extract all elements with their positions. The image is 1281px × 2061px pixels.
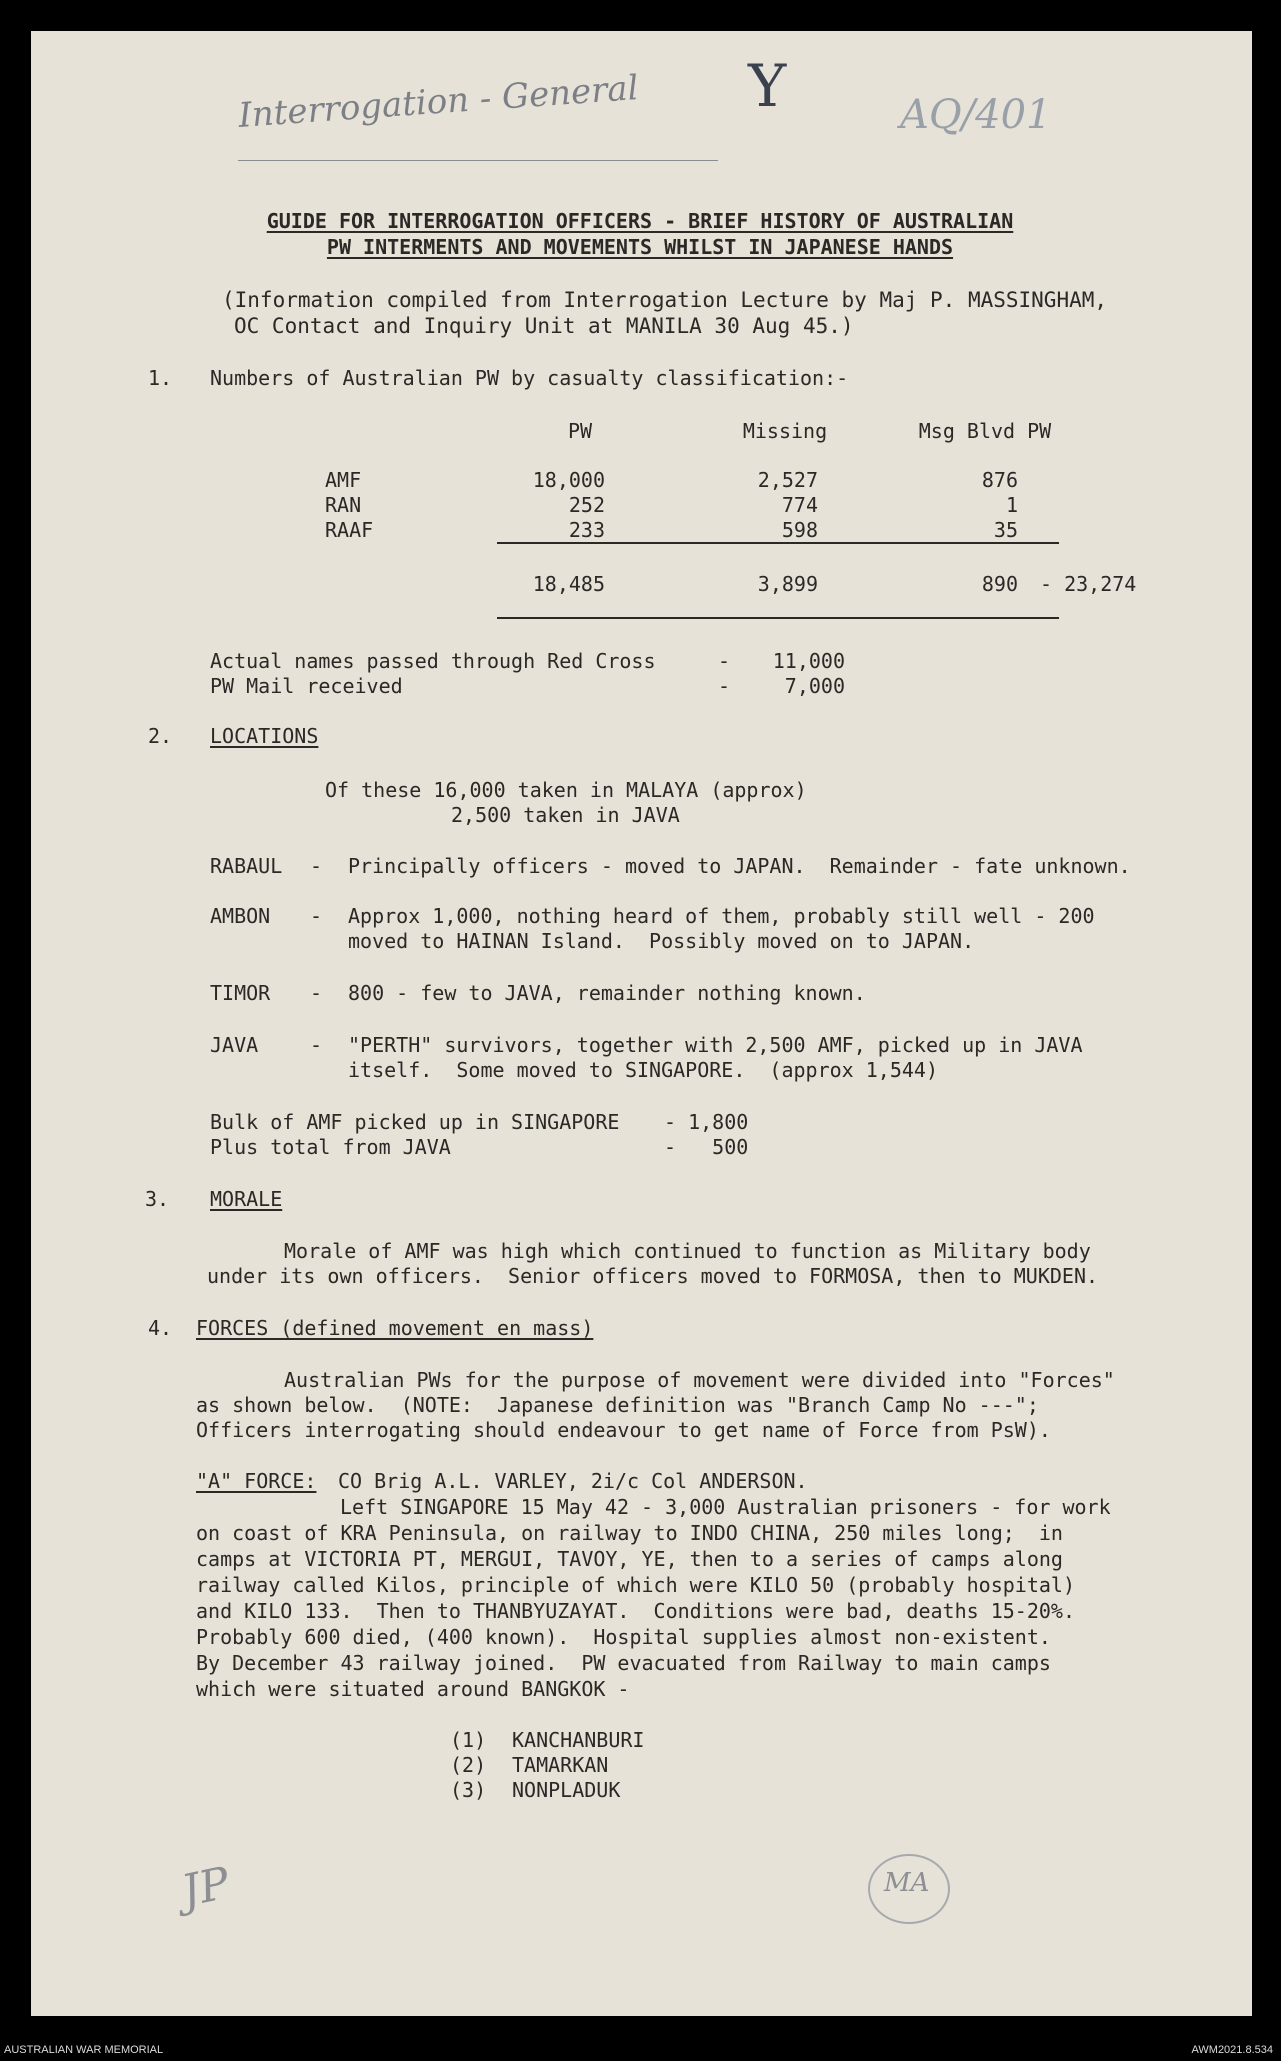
title-line-2: PW INTERMENTS AND MOVEMENTS WHILST IN JAPANESE HANDS [326,235,954,259]
row-label: RAN [325,493,362,517]
forces-line-3: Officers interrogating should endeavour to get name of Force from PsW). [196,1418,1051,1442]
bulk-label-1: Bulk of AMF picked up in SINGAPORE [210,1110,620,1134]
footer-institution: AUSTRALIAN WAR MEMORIAL [4,2044,164,2056]
morale-line-2: under its own officers. Senior officers moved to FORMOSA, then to MUKDEN. [207,1264,1099,1288]
mail-label: PW Mail received [210,674,403,698]
force-a-line: Left SINGAPORE 15 May 42 - 3,000 Australian prisoners - for work [340,1495,1111,1519]
force-a-line: By December 43 railway joined. PW evacuated from Railway to main camps [196,1651,1051,1675]
camp-name: TAMARKAN [512,1753,609,1777]
table-rule-2 [497,617,1059,619]
cell-pw: 18,000 [532,468,605,492]
camp-number: (3) [450,1778,487,1802]
force-a-line: which were situated around BANGKOK - [196,1677,630,1701]
forces-line-1: Australian PWs for the purpose of movement were divided into "Forces" [284,1368,1115,1392]
bulk-value-2: - 500 [664,1135,749,1159]
column-header-pw: PW [567,419,593,443]
place-dash: - [310,904,323,928]
source-note-line-2: OC Contact and Inquiry Unit at MANILA 30 Aug 45.) [234,314,854,338]
red-cross-label: Actual names passed through Red Cross [210,649,656,673]
locations-intro-2: 2,500 taken in JAVA [451,803,680,827]
handwritten-mark: Y [748,52,787,120]
row-label: AMF [325,468,362,492]
place-text-line-1: 800 - few to JAVA, remainder nothing known. [348,981,866,1005]
column-header-blvd: Msg Blvd PW [918,419,1052,443]
section-2-number: 2. [148,724,173,748]
section-3-heading: MORALE [210,1187,283,1211]
force-a-line: on coast of KRA Peninsula, on railway to INDO CHINA, 250 miles long; in [196,1521,1063,1545]
place-name: TIMOR [210,981,271,1005]
section-4-number: 4. [148,1316,173,1340]
column-header-missing: Missing [742,419,828,443]
section-4-heading: FORCES (defined movement en mass) [196,1316,594,1340]
cell-blvd: 876 [981,468,1018,492]
total-blvd: 890 [981,572,1018,596]
camp-number: (1) [450,1728,487,1752]
total-missing: 3,899 [757,572,818,596]
source-note-line-1: (Information compiled from Interrogation Lecture by Maj P. MASSINGHAM, [222,288,1108,312]
cell-blvd: 1 [1005,493,1018,517]
cell-blvd: 35 [993,518,1018,542]
locations-intro-1: Of these 16,000 taken in MALAYA (approx) [325,778,807,802]
title-line-1: GUIDE FOR INTERROGATION OFFICERS - BRIEF HISTORY OF AUSTRALIAN [266,209,1014,233]
place-dash: - [310,854,323,878]
forces-line-2: as shown below. (NOTE: Japanese definition was "Branch Camp No ---"; [196,1393,1039,1417]
place-text-line-1: "PERTH" survivors, together with 2,500 AMF, picked up in JAVA [348,1033,1083,1057]
place-name: RABAUL [210,854,283,878]
section-2-heading: LOCATIONS [210,724,319,748]
bulk-label-2: Plus total from JAVA [210,1135,451,1159]
initials-signature: JP [177,1857,235,1918]
place-dash: - [310,1033,323,1057]
total-pw: 18,485 [532,572,605,596]
handwritten-ref: AQ/401 [900,92,1052,138]
force-a-co: CO Brig A.L. VARLEY, 2i/c Col ANDERSON. [338,1469,808,1493]
place-text-line-2: itself. Some moved to SINGAPORE. (approx 1,544) [348,1058,939,1082]
cell-pw: 252 [568,493,605,517]
handwritten-subject-underline [238,160,718,161]
red-cross-dash: - [718,649,731,673]
mail-value: 7,000 [784,674,845,698]
initials-circled: MA [884,1868,930,1898]
place-text-line-1: Principally officers - moved to JAPAN. Remainder - fate unknown. [348,854,1131,878]
table-rule-1 [497,542,1059,544]
camp-name: KANCHANBURI [512,1728,645,1752]
morale-line-1: Morale of AMF was high which continued to function as Military body [284,1239,1091,1263]
cell-missing: 598 [781,518,818,542]
red-cross-value: 11,000 [772,649,845,673]
footer-accession: AWM2021.8.534 [1191,2044,1273,2056]
grand-total: - 23,274 [1040,572,1137,596]
place-name: AMBON [210,904,271,928]
force-a-line: Probably 600 died, (400 known). Hospital supplies almost non-existent. [196,1625,1051,1649]
row-label: RAAF [325,518,374,542]
section-1-number: 1. [148,366,173,390]
place-dash: - [310,981,323,1005]
camp-number: (2) [450,1753,487,1777]
mail-dash: - [718,674,731,698]
place-text-line-1: Approx 1,000, nothing heard of them, probably still well - 200 [348,904,1095,928]
cell-missing: 2,527 [757,468,818,492]
cell-missing: 774 [781,493,818,517]
force-a-label: "A" FORCE: [196,1469,317,1493]
bulk-value-1: - 1,800 [664,1110,749,1134]
force-a-line: camps at VICTORIA PT, MERGUI, TAVOY, YE, then to a series of camps along [196,1547,1063,1571]
camp-name: NONPLADUK [512,1778,621,1802]
section-3-number: 3. [145,1187,170,1211]
section-1-heading: Numbers of Australian PW by casualty classification:- [210,366,849,390]
place-text-line-2: moved to HAINAN Island. Possibly moved on to JAPAN. [348,929,975,953]
cell-pw: 233 [568,518,605,542]
handwritten-subject: Interrogation - General [237,68,640,136]
force-a-line: and KILO 133. Then to THANBYUZAYAT. Conditions were bad, deaths 15-20%. [196,1599,1075,1623]
place-name: JAVA [210,1033,259,1057]
force-a-line: railway called Kilos, principle of which were KILO 50 (probably hospital) [196,1573,1075,1597]
